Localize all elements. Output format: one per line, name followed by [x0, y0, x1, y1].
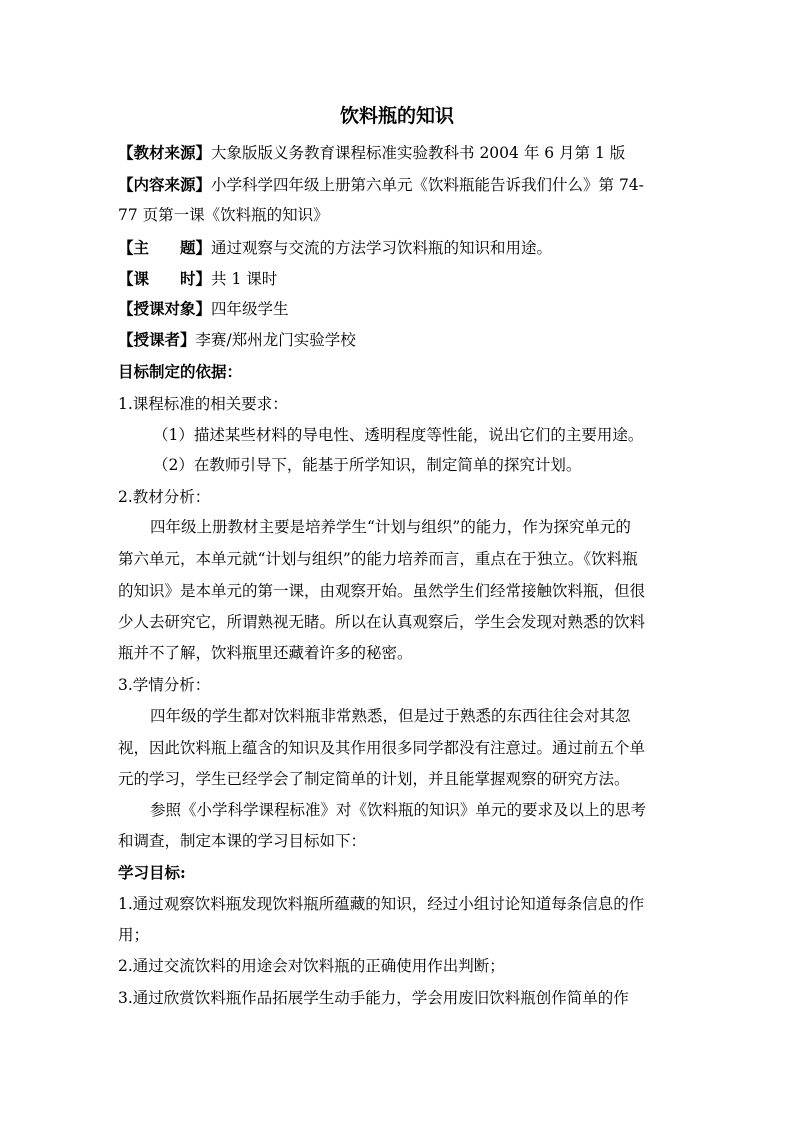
standard-item: （1）描述某些材料的导电性、透明程度等性能，说出它们的主要用途。 — [153, 426, 644, 444]
standard-item: （2）在教师引导下，能基于所学知识，制定简单的探究计划。 — [153, 456, 582, 474]
paragraph-line: 瓶并不了解，饮料瓶里还藏着许多的秘密。 — [118, 644, 413, 662]
meta-topic — [118, 237, 552, 259]
paragraph-line: 少人去研究它，所谓熟视无睹。所以在认真观察后，学生会发现对熟悉的饮料 — [118, 613, 646, 631]
meta-content-source — [118, 174, 644, 196]
meta-content-source-continued: 77 页第一课《饮料瓶的知识》 — [118, 206, 329, 224]
textbook-heading: 2.教材分析： — [118, 488, 211, 506]
goal-line: 3.通过欣赏饮料瓶作品拓展学生动手能力，学会用废旧饮料瓶创作简单的作 — [118, 989, 629, 1007]
goal-line: 1.通过观察饮料瓶发现饮料瓶所蕴藏的知识，经过小组讨论知道每条信息的作 — [118, 895, 645, 913]
meta-textbook-source — [118, 142, 625, 164]
document-title: 饮料瓶的知识 — [339, 105, 454, 127]
meta-label: 【内容来源】 — [118, 175, 212, 194]
paragraph-line: 参照《小学科学课程标准》对《饮料瓶的知识》单元的要求及以上的思考 — [150, 801, 647, 819]
meta-value: 四年级学生 — [211, 300, 289, 318]
meta-value: 大象版版义务教育课程标准实验教科书 2004 年 6 月第 1 版 — [211, 144, 626, 162]
meta-audience — [118, 298, 289, 320]
paragraph-line: 的知识》是本单元的第一课，由观察开始。虽然学生们经常接触饮料瓶，但很 — [118, 582, 646, 600]
meta-label: 【课 时】 — [118, 269, 212, 288]
paragraph-line: 四年级上册教材主要是培养学生“计划与组织”的能力，作为探究单元的 — [150, 518, 631, 536]
learner-heading: 3.学情分析： — [118, 676, 211, 694]
meta-period — [118, 268, 277, 290]
meta-value: 李赛/郑州龙门实验学校 — [195, 331, 356, 349]
meta-label: 【教材来源】 — [118, 143, 212, 162]
goal-line: 用； — [118, 926, 150, 944]
goals-heading: 学习目标: — [118, 863, 186, 882]
meta-label: 【主 题】 — [118, 238, 212, 257]
meta-value: 共 1 课时 — [211, 270, 278, 288]
basis-heading: 目标制定的依据： — [118, 362, 243, 381]
paragraph-line: 第六单元，本单元就“计划与组织”的能力培养而言，重点在于独立。《饮料瓶 — [118, 550, 638, 568]
meta-teacher — [118, 329, 356, 351]
paragraph-line: 四年级的学生都对饮料瓶非常熟悉，但是过于熟悉的东西往往会对其忽 — [150, 707, 631, 725]
standard-heading: 1.课程标准的相关要求： — [118, 395, 288, 413]
paragraph-line: 元的学习，学生已经学会了制定简单的计划，并且能掌握观察的研究方法。 — [118, 770, 630, 788]
meta-value: 小学科学四年级上册第六单元《饮料瓶能告诉我们什么》第 74- — [211, 176, 644, 194]
paragraph-line: 和调查，制定本课的学习目标如下： — [118, 832, 367, 850]
meta-value: 通过观察与交流的方法学习饮料瓶的知识和用途。 — [211, 239, 553, 257]
meta-label: 【授课对象】 — [118, 299, 212, 318]
goal-line: 2.通过交流饮料的用途会对饮料瓶的正确使用作出判断； — [118, 957, 505, 975]
paragraph-line: 视，因此饮料瓶上蕴含的知识及其作用很多同学都没有注意过。通过前五个单 — [118, 739, 646, 757]
meta-label: 【授课者】 — [118, 330, 196, 349]
